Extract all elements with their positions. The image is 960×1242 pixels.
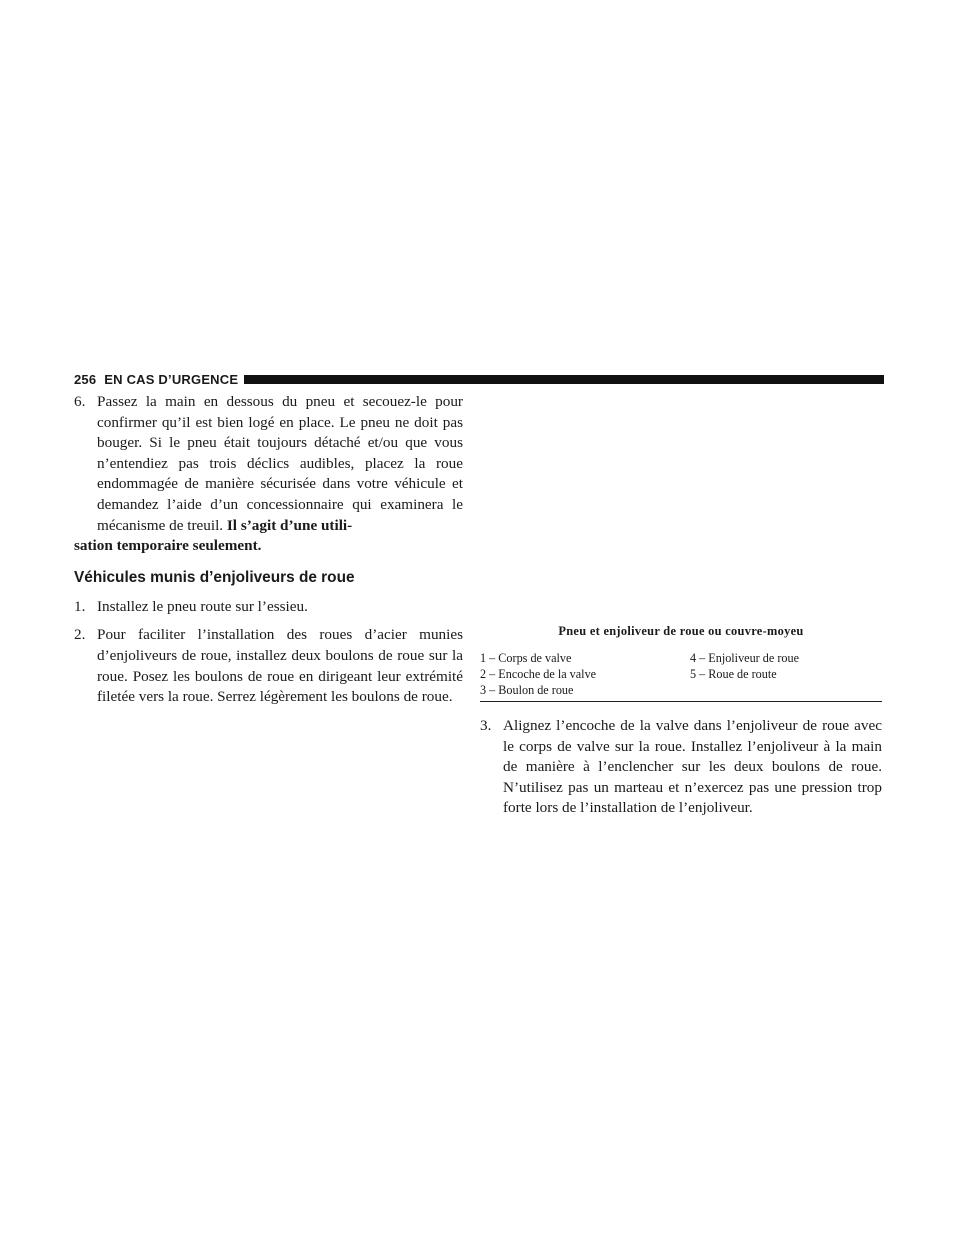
step-2 [74, 625, 463, 707]
section-heading: Véhicules munis d’enjoliveurs de roue [74, 568, 355, 586]
step-6 [74, 392, 463, 557]
left-column [74, 392, 463, 716]
step-6-bold-end: sation temporaire seulement. [74, 537, 262, 555]
step-2-text: Pour faciliter l’installation des roues d’acier munies d’enjoliveurs de roue, installez deux boulons de roue sur la roue. Posez les boulons de roue en dirigeant leur extrémité filetée vers la roue. Serrez légèrement les boulons de roue. [97, 626, 463, 706]
figure-caption: Pneu et enjoliveur de roue ou couvre-moyeu [558, 624, 804, 638]
page-header [74, 370, 884, 388]
page-number: 256 [74, 371, 97, 387]
step-6-bold-start: Il s’agit d’une utili- [226, 516, 353, 534]
step-6-text: Passez la main en dessous du pneu et secouez-le pour confirmer qu’il est bien logé en place. Le pneu ne doit pas bouger. Si le pneu était toujours détaché et/ou que vous n’entendiez pas trois déclics audibles, placez la roue endommagée de manière sécurisée dans votre véhicule et demandez l’aide d’un concessionnaire qui examinera le mécanisme de treuil. [97, 393, 463, 534]
step-1-text: Installez le pneu route sur l’essieu. [97, 597, 308, 615]
step-3-number: 3. [480, 717, 492, 734]
figure-legend [480, 650, 882, 702]
legend-item-1: 1 – Corps de valve [480, 651, 572, 665]
legend-item-5: 5 – Roue de route [690, 667, 777, 681]
header-rule [244, 375, 884, 384]
right-column [480, 716, 882, 827]
step-6-number: 6. [74, 393, 86, 410]
legend-item-4: 4 – Enjoliveur de roue [690, 651, 799, 665]
step-3-text: Alignez l’encoche de la valve dans l’enjoliveur de roue avec le corps de valve sur la roue. Installez l’enjoliveur à la main de manière à l’enclencher sur les deux boulons de roue. N’utilisez pas un marteau et n’exercez pas une pression trop forte lors de l’installation de l’enjoliveur. [503, 717, 882, 817]
step-1-number: 1. [74, 597, 86, 615]
step-1 [74, 597, 463, 618]
step-2-number: 2. [74, 626, 86, 644]
legend-item-2: 2 – Encoche de la valve [480, 667, 597, 681]
step-3 [480, 716, 882, 819]
section-title: EN CAS D’URGENCE [104, 371, 239, 387]
legend-item-3: 3 – Boulon de roue [480, 683, 574, 697]
